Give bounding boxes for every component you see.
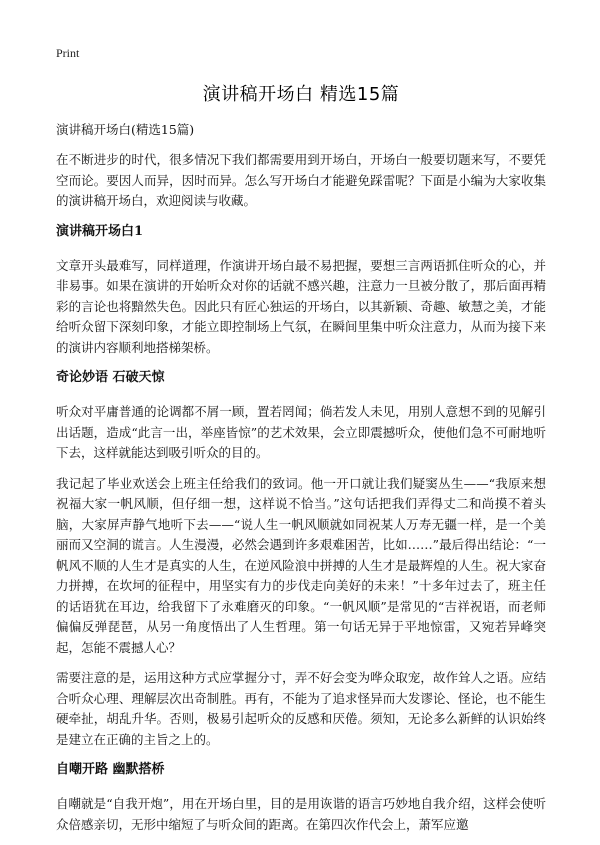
- document-subtitle: 演讲稿开场白(精选15篇): [56, 122, 195, 137]
- intro-paragraph: 在不断进步的时代，很多情况下我们都需要用到开场白，开场白一般要切题来写，不要凭空而论。要因人而异，因时而异。怎么写开场白才能避免踩雷呢？下面是小编为大家收集的演讲稿开场白，欢迎阅读与收藏。: [56, 152, 546, 208]
- document-title: 演讲稿开场白 精选15篇: [202, 84, 400, 105]
- section-heading-2: 奇论妙语 石破天惊: [56, 370, 165, 385]
- section2-paragraph-1: 听众对平庸普通的论调都不屑一顾，置若罔闻；倘若发人未见，用别人意想不到的见解引出话题，造成“此言一出，举座皆惊”的艺术效果，会立即震撼听众，使他们急不可耐地听下去，这样就能达到吸引听众的目的。: [56, 404, 546, 460]
- section2-paragraph-2: 我记起了毕业欢送会上班主任给我们的致词。他一开口就让我们疑窦丛生——“我原来想祝福大家一帆风顺，但仔细一想，这样说不恰当。”这句话把我们弄得丈二和尚摸不着头脑，大家屏声静气地听下去——“说人生一帆风顺就如同祝某人万寿无疆一样，是一个美丽而又空洞的谎言。人生漫漫，必然会遇到许多艰难困苦，比如……”最后得出结论：“一帆风不顺的人生才是真实的人生，在逆风险浪中拼搏的人生才是最辉煌的人生。祝大家奋力拼搏，在坎坷的征程中，用坚实有力的步伐走向美好的未来！”十多年过去了，班主任的话语犹在耳边，给我留下了永难磨灭的印象。“一帆风顺”是常见的“吉祥祝语，而老师偏偏反弹琵琶，从另一角度悟出了人生哲理。第一句话无异于平地惊雷，又宛若异峰突起，怎能不震撼人心？: [56, 475, 546, 655]
- section-heading-1: 演讲稿开场白1: [56, 223, 144, 239]
- section3-paragraph-1: 自嘲就是“自我开炮”，用在开场白里，目的是用诙谐的语言巧妙地自我介绍，这样会使听众倍感亲切，无形中缩短了与听众间的距离。在第四次作代会上，萧军应邀: [56, 796, 546, 832]
- section1-paragraph-1: 文章开头最难写，同样道理，作演讲开场白最不易把握，要想三言两语抓住听众的心，并非易事。如果在演讲的开始听众对你的话就不感兴趣，注意力一旦被分散了，那后面再精彩的言论也将黯然失色。因此只有匠心独运的开场白，以其新颖、奇趣、敏慧之美，才能给听众留下深刻印象，才能立即控制场上气氛，在瞬间里集中听众注意力，从而为接下来的演讲内容顺利地搭梯架桥。: [56, 257, 546, 355]
- document-body: [56, 150, 546, 845]
- section2-paragraph-3: 需要注意的是，运用这种方式应掌握分寸，弄不好会变为哗众取宠，故作耸人之语。应结合听众心理、理解层次出奇制胜。再有，不能为了追求怪异而大发谬论、怪论，也不能生硬牵扯，胡乱升华。否则，极易引起听众的反感和厌倦。须知，无论多么新鲜的认识始终是建立在正确的主旨之上的。: [56, 670, 546, 747]
- print-label: Print: [56, 46, 80, 60]
- section-heading-3: 自嘲开路 幽默搭桥: [56, 762, 165, 777]
